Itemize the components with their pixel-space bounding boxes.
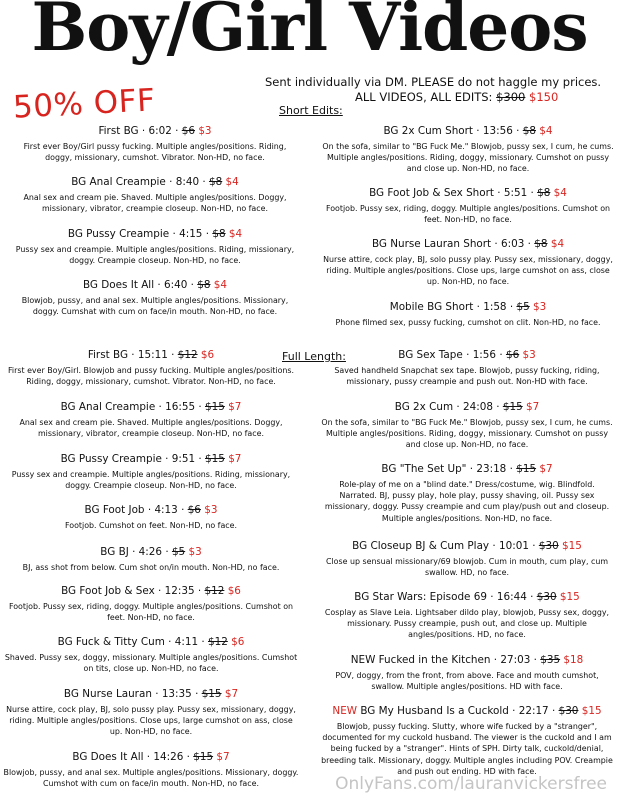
video-title: BG Anal Creampie · 16:55 · $15 $7 [60, 401, 242, 413]
video-title: BG "The Set Up" · 23:18 · $15 $7 [381, 463, 553, 475]
video-description: Cosplay as Slave Leia. Lightsaber dildo play, blowjob, Pussy sex, doggy, missionary. Pussy creampie, push out, and close up. Multiple angles/positions. HD, no face. [324, 608, 610, 640]
video-title: BG Sex Tape · 1:56 · $6 $3 [398, 349, 536, 361]
video-item [322, 301, 614, 328]
video-title: BG Foot Job · 4:13 · $6 $3 [84, 504, 218, 516]
video-description: Saved handheld Snapchat sex tape. Blowjob, pussy fucking, riding, missionary, pussy creampie and push out. Non-HD with face. [334, 366, 600, 387]
video-title: First BG · 15:11 · $12 $6 [87, 349, 215, 361]
page-title: Boy/Girl Videos [31, 0, 588, 66]
video-description: Anal sex and cream pie. Shaved. Multiple angles/positions. Doggy, missionary, vibrator, creampie closeup. Non-HD, no face. [19, 418, 283, 439]
video-description: Footjob. Pussy sex, riding, doggy. Multiple angles/positions. Cumshot on feet. Non-HD, no face. [8, 602, 294, 623]
video-item [320, 401, 614, 451]
video-title: BG Anal Creampie · 8:40 · $8 $4 [71, 176, 239, 188]
video-item [320, 463, 614, 524]
video-description: BJ, ass shot from below. Cum shot on/in mouth. Non-HD, no face. [22, 563, 280, 572]
video-description: Close up sensual missionary/69 blowjob. Cum in mouth, cum play, cum swallow. HD, no face. [325, 557, 609, 578]
video-item [2, 401, 300, 439]
video-title: BG Does It All · 6:40 · $8 $4 [82, 279, 228, 291]
video-title: BG Does It All · 14:26 · $15 $7 [72, 751, 230, 763]
sale-badge: 50% OFF [12, 82, 157, 126]
video-description: Phone filmed sex, pussy fucking, cumshot on clit. Non-HD, no face. [335, 318, 601, 327]
video-item [320, 654, 614, 692]
video-item [10, 125, 300, 163]
video-description: Blowjob, pussy fucking. Slutty, whore wife fucked by a "stranger", documented for my cuckold husband. The viewer is the cuckold and I am being fucked by a "stranger". Hints of SPH. Dirty talk, cuckold/denial, breeding talk. Missionary, doggy. Multiple angles including POV. Creampie and push out ending. HD with face. [321, 722, 613, 776]
video-item [2, 585, 300, 623]
all-videos-new-price: $150 [529, 90, 559, 104]
video-description: Nurse attire, cock play, BJ, solo pussy play. Pussy sex, missionary, doggy, riding. Multiple angles/positions. Close ups, large cumshot on ass, close up. Non-HD, no face. [323, 255, 613, 287]
video-item [2, 349, 300, 387]
video-title: BG Star Wars: Episode 69 · 16:44 · $30 $15 [354, 591, 580, 603]
video-description: First ever Boy/Girl. Blowjob and pussy fucking. Multiple angles/positions. Riding, doggy, missionary, cumshot. Vibrator. Non-HD, no face. [7, 366, 295, 387]
video-item [10, 176, 300, 214]
video-title: BG Foot Job & Sex · 12:35 · $12 $6 [61, 585, 241, 597]
video-item [322, 187, 614, 225]
dm-note: Sent individually via DM. PLEASE do not haggle my prices. [265, 75, 602, 89]
video-item [322, 238, 614, 288]
video-title: BG Nurse Lauran · 13:35 · $15 $7 [63, 688, 239, 700]
video-item [2, 636, 300, 674]
video-item [322, 125, 614, 175]
all-videos-old-price: $300 [496, 90, 526, 104]
video-description: Blowjob, pussy, and anal sex. Multiple angles/positions. Missionary, doggy. Cumshot with cum on face/in mouth. Non-HD, no face. [3, 768, 299, 789]
video-item [2, 504, 300, 531]
video-description: Pussy sex and creampie. Multiple angles/positions. Riding, missionary, doggy. Creampie closeup. Non-HD, no face. [11, 470, 291, 491]
video-description: Shaved. Pussy sex, doggy, missionary. Multiple angles/positions. Cumshot on tits, close up. Non-HD, no face. [4, 653, 298, 674]
video-description: On the sofa, similar to "BG Fuck Me." Blowjob, pussy sex, I cum, he cums. Multiple angles/positions. Riding, doggy, missionary. Cumshot on pussy and close up. Non-HD, no face. [322, 142, 614, 174]
video-item [320, 705, 614, 777]
video-description: Footjob. Pussy sex, riding, doggy. Multiple angles/positions. Cumshot on feet. Non-HD, no face. [325, 204, 611, 225]
video-title: BG 2x Cum Short · 13:56 · $8 $4 [383, 125, 553, 137]
video-item [2, 688, 300, 738]
short-edits-header: Short Edits: [279, 104, 343, 117]
video-item [2, 453, 300, 491]
video-description: Pussy sex and creampie. Multiple angles/positions. Riding, missionary, doggy. Creampie closeup. Non-HD, no face. [15, 245, 295, 266]
video-title: BG Pussy Creampie · 4:15 · $8 $4 [67, 228, 243, 240]
video-item [10, 228, 300, 266]
video-title: BG Foot Job & Sex Short · 5:51 · $8 $4 [369, 187, 567, 199]
video-description: Role-play of me on a "blind date." Dress/costume, wig. Blindfold. Narrated. BJ, pussy play, hole play, pussy shaving, oil. Pussy sex missionary, doggy. Pussy creampie and cum play/push out and closeup. Multiple angles/positions. Non-HD, no face. [324, 480, 610, 523]
video-item [2, 546, 300, 573]
video-title: BG 2x Cum · 24:08 · $15 $7 [394, 401, 540, 413]
video-title: BG Pussy Creampie · 9:51 · $15 $7 [60, 453, 242, 465]
video-description: Footjob. Cumshot on feet. Non-HD, no face. [65, 521, 237, 530]
video-item [320, 349, 614, 387]
video-description: Blowjob, pussy, and anal sex. Multiple angles/positions. Missionary, doggy. Cumshat with cum on face/in mouth. Non-HD, no face. [21, 296, 289, 317]
video-description: First ever Boy/Girl pussy fucking. Multiple angles/positions. Riding, doggy, missionary, cumshot. Vibrator. Non-HD, no face. [23, 142, 287, 163]
video-title: BG Fuck & Titty Cum · 4:11 · $12 $6 [57, 636, 245, 648]
new-badge: NEW [332, 705, 358, 717]
video-item [2, 751, 300, 789]
full-length-header: Full Length: [282, 350, 346, 363]
video-title: First BG · 6:02 · $6 $3 [98, 125, 212, 137]
video-title: Mobile BG Short · 1:58 · $5 $3 [389, 301, 547, 313]
video-description: POV, doggy, from the front, from above. Face and mouth cumshot, swallow. Multiple angles/positions. HD with face. [335, 671, 599, 692]
video-title: BG Closeup BJ & Cum Play · 10:01 · $30 $15 [352, 540, 582, 552]
video-title: NEW Fucked in the Kitchen · 27:03 · $35 $18 [350, 654, 584, 666]
video-item [320, 540, 614, 578]
video-description: Nurse attire, cock play, BJ, solo pussy play. Pussy sex, missionary, doggy, riding. Multiple angles/positions. Close ups, large cumshot on ass, close up. Non-HD, no face. [6, 705, 296, 737]
video-title: BG BJ · 4:26 · $5 $3 [100, 546, 202, 558]
all-videos-label: ALL VIDEOS, ALL EDITS: [355, 90, 497, 104]
video-title: BG Nurse Lauran Short · 6:03 · $8 $4 [371, 238, 565, 250]
all-videos-offer [355, 90, 558, 104]
watermark: OnlyFans.com/lauranvickersfree [335, 774, 607, 794]
video-description: Anal sex and cream pie. Shaved. Multiple angles/positions. Doggy, missionary, vibrator, creampie closeup. Non-HD, no face. [23, 193, 287, 214]
video-item [10, 279, 300, 317]
video-item [320, 591, 614, 641]
video-title: NEW BG My Husband Is a Cuckold · 22:17 · $30 $15 [332, 705, 602, 717]
video-description: On the sofa, similar to "BG Fuck Me." Blowjob, pussy sex, I cum, he cums. Multiple angles/positions. Riding, doggy, missionary. Cumshot on pussy and close up. Non-HD, no face. [321, 418, 613, 450]
